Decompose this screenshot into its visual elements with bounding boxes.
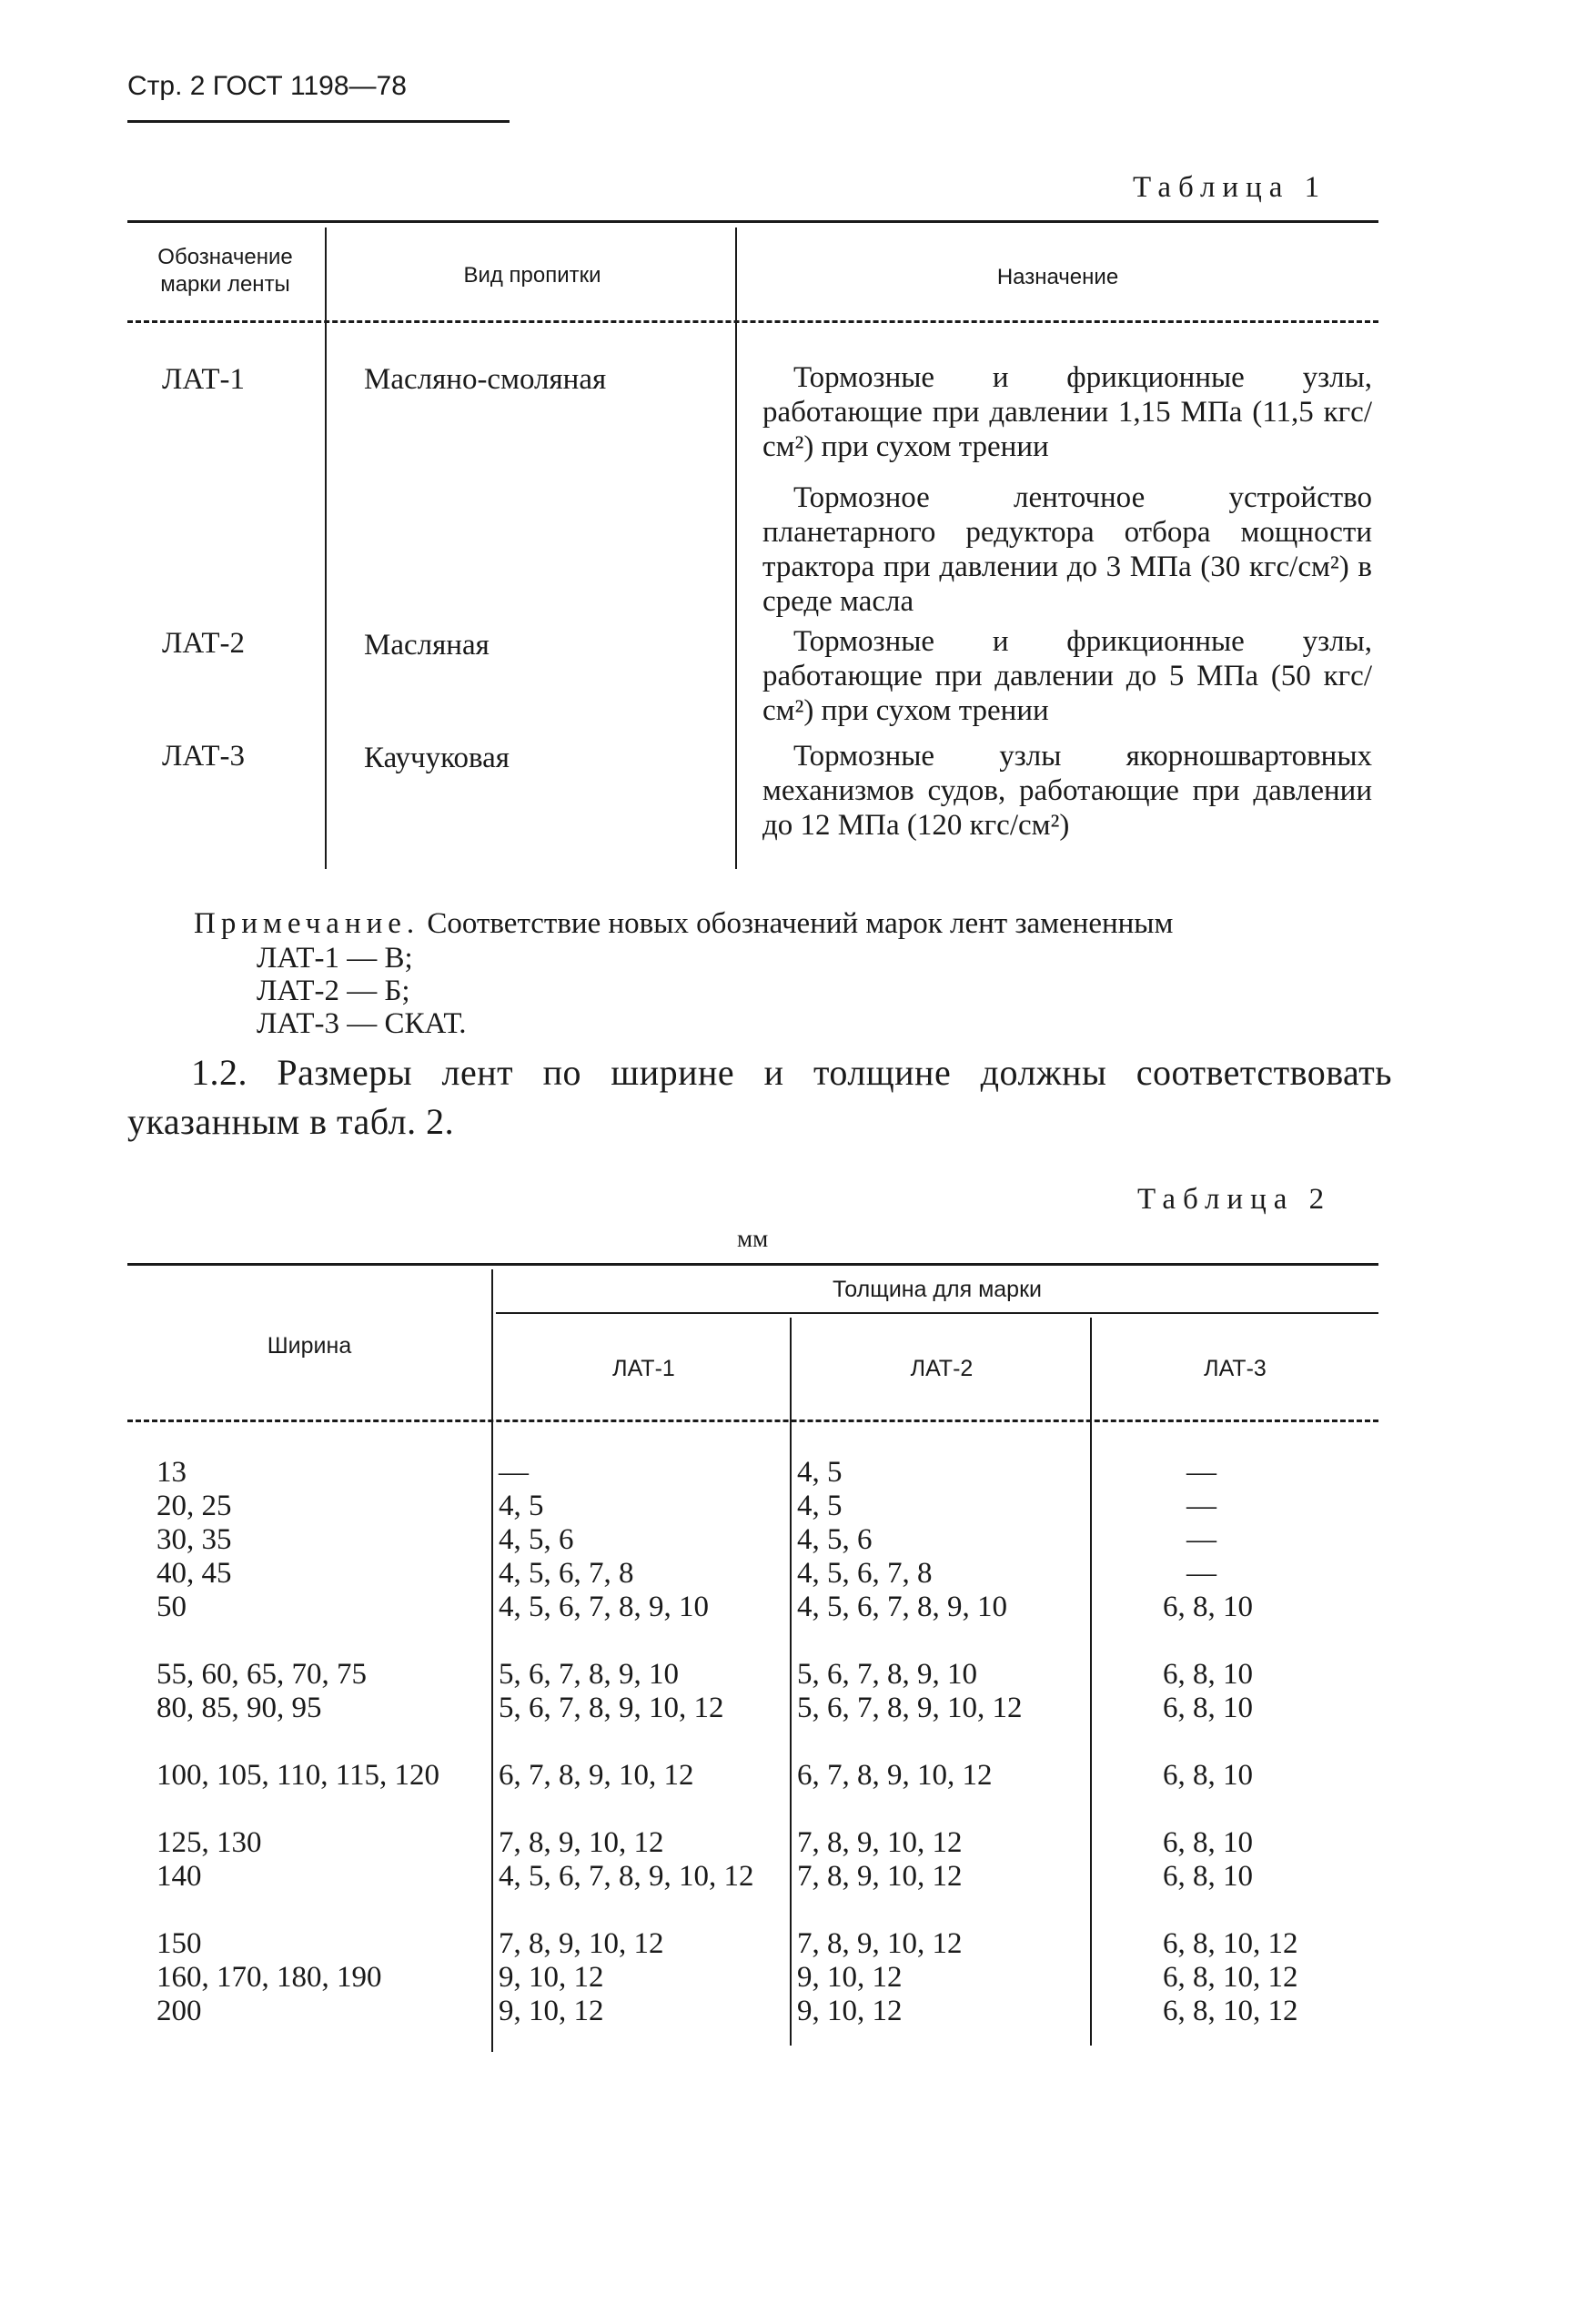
table2-cell-lat3: 6, 8, 10, 12	[1163, 1995, 1298, 2027]
note-line-1: ЛАТ-1 — В;	[257, 942, 413, 975]
table2-cell-lat1: 5, 6, 7, 8, 9, 10, 12	[499, 1692, 724, 1724]
table1-row1-impregnation: Масляно-смоляная	[364, 363, 607, 396]
table2-cell-width: 200	[156, 1995, 202, 2027]
table2-cell-lat1: 9, 10, 12	[499, 1995, 604, 2027]
table1-header-purpose: Назначение	[996, 265, 1119, 289]
table2-cell-lat2: 9, 10, 12	[797, 1995, 903, 2027]
page-header: Стр. 2 ГОСТ 1198—78	[127, 71, 407, 101]
table2-column-lat2	[797, 1456, 1056, 2028]
table2-cell-width: 125, 130	[156, 1826, 262, 1859]
table2-cell-lat1: 7, 8, 9, 10, 12	[499, 1927, 664, 1960]
table2-cell-width: 20, 25	[156, 1490, 232, 1522]
table1-row1-purpose-1: Тормозные и фрикционные узлы, работающие при давлении 1,15 МПа (11,5 кгс/см²) при сухом трении	[762, 361, 1372, 463]
table2-cell-lat3: 6, 8, 10	[1163, 1759, 1253, 1792]
table2-header-thickness: Толщина для марки	[832, 1277, 1042, 1302]
table1-row2-impregnation: Масляная	[364, 629, 490, 662]
table2-cell-lat3: 6, 8, 10	[1163, 1860, 1253, 1893]
table1-row3-purpose: Тормозные узлы якорношвартовных механизмов судов, работающие при давлении до 12 МПа (120 кгс/см²)	[762, 740, 1372, 842]
note-text: Соответствие новых обозначений марок лент замененным	[427, 907, 1174, 940]
table2-cell-width: 13	[156, 1456, 187, 1489]
table2-cell-lat1: 4, 5, 6, 7, 8	[499, 1557, 634, 1590]
table2-cell-lat2: 4, 5	[797, 1490, 843, 1522]
table2-cell-lat2: 4, 5	[797, 1456, 843, 1489]
table2-col-divider-2	[790, 1318, 792, 2046]
table2-header-lat3: ЛАТ-3	[1204, 1356, 1267, 1381]
table2-subheader-rule	[496, 1312, 1378, 1314]
table2-cell-lat1: 9, 10, 12	[499, 1961, 604, 1994]
table2-cell-lat2: 9, 10, 12	[797, 1961, 903, 1994]
table2-cell-width: 150	[156, 1927, 202, 1960]
table2-cell-lat2: 7, 8, 9, 10, 12	[797, 1826, 963, 1859]
table2-column-lat3	[1163, 1456, 1372, 2028]
table2-cell-lat2: 7, 8, 9, 10, 12	[797, 1927, 963, 1960]
table2-cell-width: 50	[156, 1591, 187, 1623]
table2-column-lat1	[499, 1456, 758, 2028]
table2-cell-lat2: 6, 7, 8, 9, 10, 12	[797, 1759, 993, 1792]
table2-col-divider-3	[1090, 1318, 1092, 2046]
table1-row2-mark: ЛАТ-2	[162, 627, 245, 660]
table1-col-divider-1	[325, 227, 327, 869]
table2-cell-lat3: —	[1186, 1523, 1216, 1556]
table2-cell-width: 55, 60, 65, 70, 75	[156, 1658, 367, 1691]
table2-cell-lat3: 6, 8, 10, 12	[1163, 1927, 1298, 1960]
table2-cell-lat2: 4, 5, 6, 7, 8	[797, 1557, 933, 1590]
table2-header-width: Ширина	[267, 1333, 352, 1359]
table1-row1-purpose-2: Тормозное ленточное устройство планетарного редуктора отбора мощности трактора при давлении до 3 МПа (30 кгс/см²) в среде масла	[762, 481, 1372, 618]
table1-caption: Таблица 1	[1133, 171, 1327, 204]
table2-cell-lat1: —	[499, 1456, 529, 1489]
table2-cell-lat2: 7, 8, 9, 10, 12	[797, 1860, 963, 1893]
table2-top-rule	[127, 1263, 1378, 1266]
note-line-2: ЛАТ-2 — Б;	[257, 975, 410, 1007]
table2-cell-lat2: 4, 5, 6, 7, 8, 9, 10	[797, 1591, 1007, 1623]
table1-col-divider-2	[735, 227, 737, 869]
table2-unit: мм	[737, 1225, 769, 1252]
table1-row2-purpose: Тормозные и фрикционные узлы, работающие при давлении до 5 МПа (50 кгс/см²) при сухом трении	[762, 625, 1372, 727]
table2-cell-width: 80, 85, 90, 95	[156, 1692, 322, 1724]
table1-row3-mark: ЛАТ-3	[162, 740, 245, 773]
table2-cell-lat3: 6, 8, 10	[1163, 1826, 1253, 1859]
table2-cell-width: 160, 170, 180, 190	[156, 1961, 382, 1994]
table2-cell-lat1: 4, 5, 6	[499, 1523, 574, 1556]
table1-header-rule	[127, 320, 1378, 323]
note-label: Примечание.	[194, 907, 420, 940]
table2-header-rule	[127, 1420, 1378, 1422]
table2-cell-lat1: 6, 7, 8, 9, 10, 12	[499, 1759, 694, 1792]
note-first-line	[194, 906, 1395, 941]
table1-row1-mark: ЛАТ-1	[162, 363, 245, 396]
header-rule	[127, 120, 510, 123]
table2-column-width	[156, 1456, 470, 2028]
table2-cell-lat3: —	[1186, 1557, 1216, 1590]
table1-header-impregnation: Вид пропитки	[463, 263, 601, 288]
table2-cell-lat3: 6, 8, 10	[1163, 1692, 1253, 1724]
table2-cell-lat1: 5, 6, 7, 8, 9, 10	[499, 1658, 679, 1691]
table2-cell-width: 30, 35	[156, 1523, 232, 1556]
table1-top-rule	[127, 220, 1378, 223]
table2-col-divider-1	[491, 1269, 493, 2052]
note-line-3: ЛАТ-3 — СКАТ.	[257, 1007, 467, 1040]
table2-header-lat2: ЛАТ-2	[910, 1356, 974, 1381]
table1-header-mark: Обозначение марки ленты	[157, 245, 293, 297]
table2-cell-lat3: —	[1186, 1456, 1216, 1489]
table2-cell-lat2: 5, 6, 7, 8, 9, 10	[797, 1658, 977, 1691]
section-paragraph: 1.2. Размеры лент по ширине и толщине должны соответствовать указанным в табл. 2.	[127, 1052, 1392, 1142]
table2-cell-lat1: 4, 5	[499, 1490, 544, 1522]
table2-caption: Таблица 2	[1137, 1183, 1332, 1216]
table2-cell-lat1: 4, 5, 6, 7, 8, 9, 10, 12	[499, 1860, 754, 1893]
table2-header-lat1: ЛАТ-1	[612, 1356, 675, 1381]
table2-cell-lat3: 6, 8, 10	[1163, 1658, 1253, 1691]
table2-cell-lat1: 4, 5, 6, 7, 8, 9, 10	[499, 1591, 709, 1623]
table2-cell-lat3: —	[1186, 1490, 1216, 1522]
table1-row3-impregnation: Каучуковая	[364, 742, 510, 774]
table2-cell-lat3: 6, 8, 10	[1163, 1591, 1253, 1623]
table2-cell-width: 140	[156, 1860, 202, 1893]
table2-cell-lat2: 4, 5, 6	[797, 1523, 873, 1556]
table2-cell-width: 100, 105, 110, 115, 120	[156, 1759, 440, 1792]
table2-cell-lat3: 6, 8, 10, 12	[1163, 1961, 1298, 1994]
table2-cell-width: 40, 45	[156, 1557, 232, 1590]
table2-cell-lat2: 5, 6, 7, 8, 9, 10, 12	[797, 1692, 1023, 1724]
table2-cell-lat1: 7, 8, 9, 10, 12	[499, 1826, 664, 1859]
